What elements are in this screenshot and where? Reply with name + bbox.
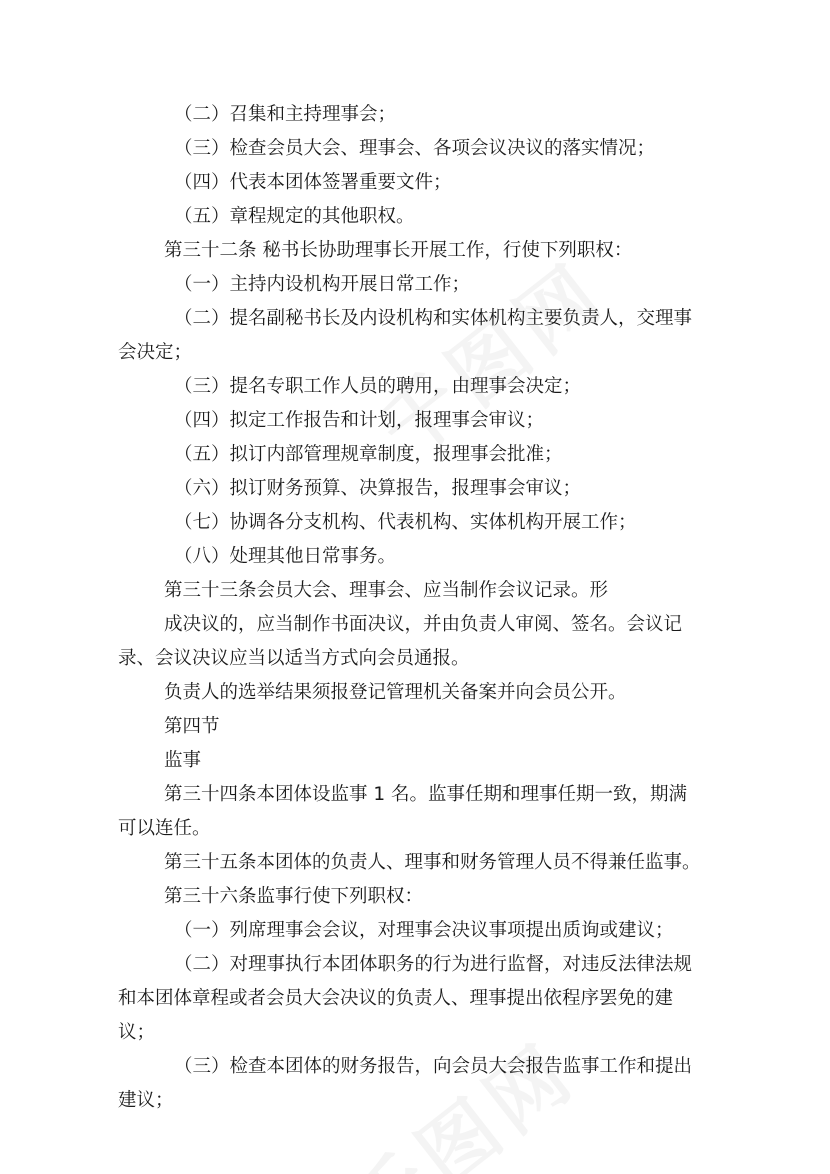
article-heading: 第三十四条本团体设监事 1 名。监事任期和理事任期一致，期满 bbox=[164, 784, 688, 805]
section-heading: 第四节 bbox=[164, 716, 220, 737]
paragraph-line: （一）主持内设机构开展日常工作； bbox=[174, 274, 471, 295]
article-heading: 第三十二条 秘书长协助理事长开展工作，行使下列职权： bbox=[164, 240, 633, 261]
paragraph-line: （三）提名专职工作人员的聘用，由理事会决定； bbox=[174, 376, 582, 397]
paragraph-line: （三）检查会员大会、理事会、各项会议决议的落实情况； bbox=[174, 138, 656, 159]
paragraph-line: （八）处理其他日常事务。 bbox=[174, 546, 397, 567]
paragraph-line: 会决定； bbox=[118, 342, 193, 363]
article-heading: 第三十五条本团体的负责人、理事和财务管理人员不得兼任监事。 bbox=[164, 852, 701, 873]
paragraph-line: 议； bbox=[118, 1022, 156, 1043]
paragraph-line: （四）拟定工作报告和计划，报理事会审议； bbox=[174, 410, 545, 431]
paragraph-line: 负责人的选举结果须报登记管理机关备案并向会员公开。 bbox=[164, 682, 627, 703]
paragraph-line: （二）提名副秘书长及内设机构和实体机构主要负责人，交理事 bbox=[174, 308, 693, 329]
paragraph-line: （五）章程规定的其他职权。 bbox=[174, 206, 415, 227]
paragraph-line: （二）对理事执行本团体职务的行为进行监督，对违反法律法规 bbox=[174, 954, 693, 975]
paragraph-line: （一）列席理事会会议，对理事会决议事项提出质询或建议； bbox=[174, 920, 674, 941]
paragraph-line: （四）代表本团体签署重要文件； bbox=[174, 172, 452, 193]
paragraph-line: （三）检查本团体的财务报告，向会员大会报告监事工作和提出 bbox=[174, 1056, 693, 1077]
paragraph-line: （七）协调各分支机构、代表机构、实体机构开展工作； bbox=[174, 512, 637, 533]
section-title: 监事 bbox=[164, 750, 202, 771]
paragraph-line: （五）拟订内部管理规章制度，报理事会批准； bbox=[174, 444, 563, 465]
paragraph-line: 建议； bbox=[118, 1090, 174, 1111]
article-heading: 第三十六条监事行使下列职权： bbox=[164, 886, 424, 907]
paragraph-line: （六）拟订财务预算、决算报告，报理事会审议； bbox=[174, 478, 582, 499]
paragraph-line: 录、会议决议应当以适当方式向会员通报。 bbox=[118, 648, 470, 669]
paragraph-line: 和本团体章程或者会员大会决议的负责人、理事提出依程序罢免的建 bbox=[118, 988, 674, 1009]
article-heading: 第三十三条会员大会、理事会、应当制作会议记录。形 bbox=[164, 580, 609, 601]
paragraph-line: 可以连任。 bbox=[118, 818, 211, 839]
paragraph-line: 成决议的，应当制作书面决议，并由负责人审阅、签名。会议记 bbox=[164, 614, 683, 635]
document-body bbox=[118, 98, 714, 1118]
paragraph-line: （二）召集和主持理事会； bbox=[174, 104, 397, 125]
